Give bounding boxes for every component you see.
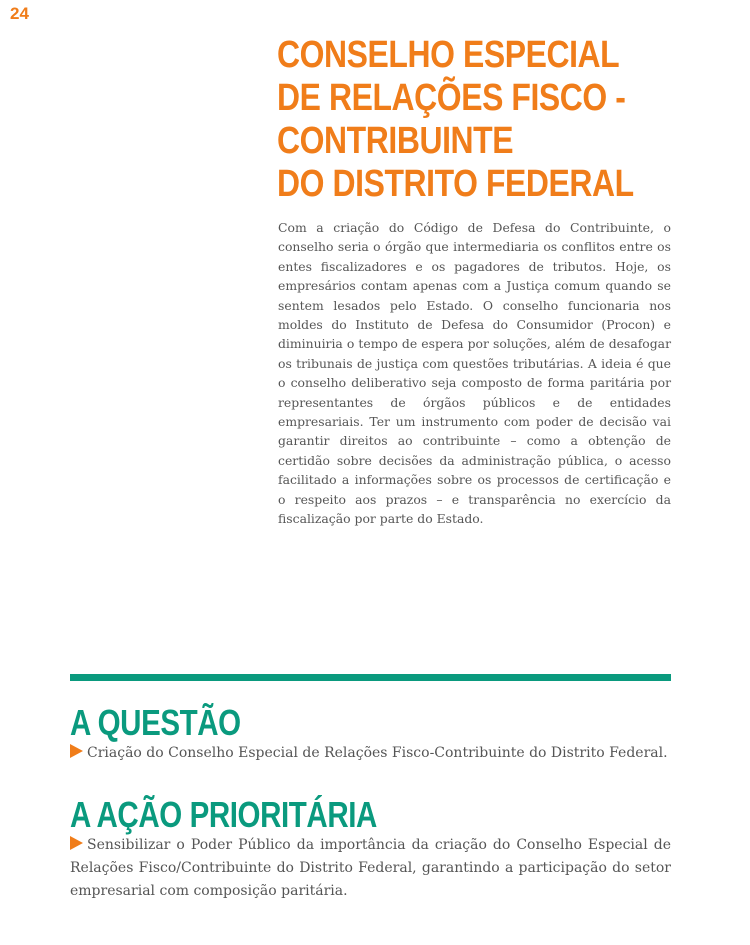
bullet-arrow-icon xyxy=(70,836,83,850)
acao-heading: A AÇÃO PRIORITÁRIA xyxy=(70,794,377,835)
bullet-arrow-icon xyxy=(70,744,83,758)
page-number: 24 xyxy=(10,4,29,23)
title-line: CONTRIBUINTE xyxy=(277,120,514,162)
title-line: DO DISTRITO FEDERAL xyxy=(277,163,634,205)
acao-text: Sensibilizar o Poder Público da importância da criação do Conselho Especial de Relações Fisco/Contribuinte do Distrito Federal, garantindo a participação do setor empresarial com composição paritária. xyxy=(70,837,671,899)
page-title xyxy=(277,34,634,206)
intro-paragraph: Com a criação do Código de Defesa do Contribuinte, o conselho seria o órgão que intermediaria os conflitos entre os entes fiscalizadores e os pagadores de tributos. Hoje, os empresários contam apenas com a Justiça comum quando se sentem lesados pelo Estado. O conselho funcionaria nos moldes do Instituto de Defesa do Consumidor (Procon) e diminuiria o tempo de espera por soluções, além de desafogar os tribunais de justiça com questões tributárias. A ideia é que o conselho deliberativo seja composto de forma paritária por representantes de órgãos públicos e de entidades empresariais. Ter um instrumento com poder de decisão vai garantir direitos ao contribuinte – como a obtenção de certidão sobre decisões da administração pública, o acesso facilitado a informações sobre os processos de certificação e o respeito aos prazos – e transparência no exercício da fiscalização por parte do Estado. xyxy=(278,220,671,527)
title-line: CONSELHO ESPECIAL xyxy=(277,34,620,76)
questao-text: Criação do Conselho Especial de Relações Fisco-Contribuinte do Distrito Federal. xyxy=(87,745,668,761)
questao-heading: A QUESTÃO xyxy=(70,702,241,743)
section-divider xyxy=(70,674,671,681)
acao-item xyxy=(70,834,671,903)
questao-item xyxy=(70,742,671,765)
title-line: DE RELAÇÕES FISCO - xyxy=(277,77,626,119)
